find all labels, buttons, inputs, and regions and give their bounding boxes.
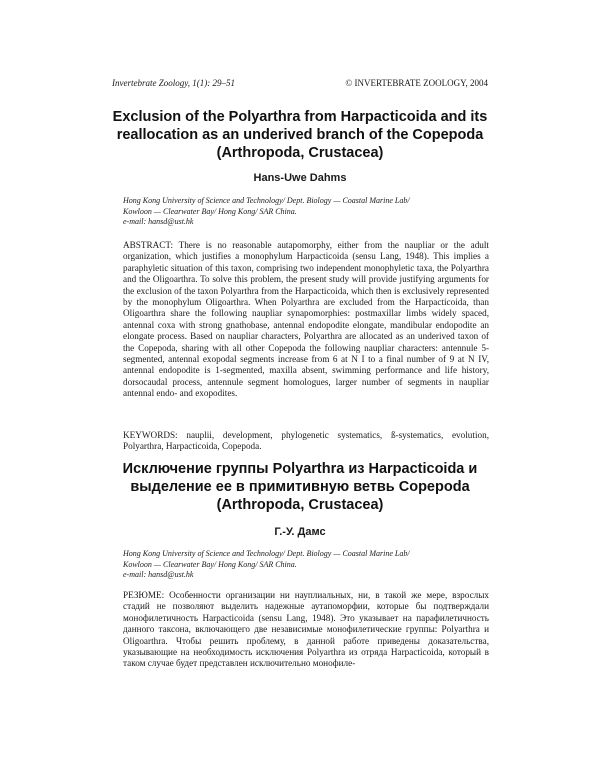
running-header [112, 78, 488, 88]
affiliation-line: Hong Kong University of Science and Technology/ Dept. Biology — Coastal Marine Lab/ [123, 196, 410, 205]
russian-abstract: РЕЗЮМЕ: Особенности организации ни науплиальных, ни, в такой же мере, взрослых стадий не позволяют выделить надежные аутапоморфии, которые бы подтверждали монофилетичность Harpacticoida (sensu Lang, 1948). Это указывает на парафилетичность данного таксона, включающего две независимые монофилетические группы: Polyarthra и Oligoarthra. Чтобы решить проблему, в данной работе приведены доказательства, указывающие на необходимость исключения Polyarthra из отряда Harpacticoida, который в таком случае будет представлен исключительно монофиле- [123, 590, 489, 669]
copyright-notice: © INVERTEBRATE ZOOLOGY, 2004 [345, 78, 488, 88]
affiliation-email: e-mail: hansd@ust.hk [123, 217, 194, 226]
russian-affiliation [123, 549, 483, 581]
english-keywords: KEYWORDS: nauplii, development, phylogenetic systematics, ß-systematics, evolution, Polyarthra, Harpacticoida, Copepoda. [123, 430, 489, 452]
russian-author: Г.-У. Дамс [274, 526, 326, 538]
affiliation-email: e-mail: hansd@ust.hk [123, 570, 194, 579]
english-affiliation [123, 196, 483, 228]
affiliation-line: Kowloon — Clearwater Bay/ Hong Kong/ SAR China. [123, 206, 297, 216]
russian-title: Исключение группы Polyarthra из Harpacticoida и выделение ее в примитивную ветвь Copepoda (Arthropoda, Crustacea) [122, 461, 478, 513]
english-title: Exclusion of the Polyarthra from Harpacticoida and its reallocation as an underived branch of the Copepoda (Arthropoda, Crustacea) [112, 109, 488, 161]
affiliation-line: Hong Kong University of Science and Technology/ Dept. Biology — Coastal Marine Lab/ [123, 549, 410, 558]
affiliation-line: Kowloon — Clearwater Bay/ Hong Kong/ SAR China. [123, 559, 297, 569]
journal-citation: Invertebrate Zoology, 1(1): 29–51 [112, 78, 235, 88]
english-abstract: ABSTRACT: There is no reasonable autapomorphy, either from the naupliar or the adult organization, which justifies a monophylum Harpacticoida (sensu Lang, 1948). This implies a paraphyletic situation of this taxon, comprising two independent monophyletic taxa, the Polyarthra and the Oligoarthra. To solve this problem, the present study will provide justifying arguments for the exclusion of the taxon Polyarthra from the Harpacticoida, which then is exclusively represented by the monophylum Oligoarthra. When Polyarthra are excluded from the Harpacticoida, than Oligoarthra share the following naupliar synapomorphies: postmaxillar limbs widely spaced, antennal coxa with strong gnathobase, antennal endopodite elongate, mandibular endopodite an elongate process. Based on naupliar characters, Polyarthra are allocated as an underived taxon of the Copepoda, sharing with all other Copepoda the following naupliar characters: antennule 5-segmented, antennal exopodal segments increase from 6 at N I to a final number of 9 at N IV, antennal endopodite is 1-segmented, maxilla absent, swimming performance and life history, dorsocaudal process, antennule segment homologues, larger number of segments in naupliar antennal endo- and exopodites. [123, 240, 489, 399]
english-author: Hans-Uwe Dahms [253, 172, 347, 184]
